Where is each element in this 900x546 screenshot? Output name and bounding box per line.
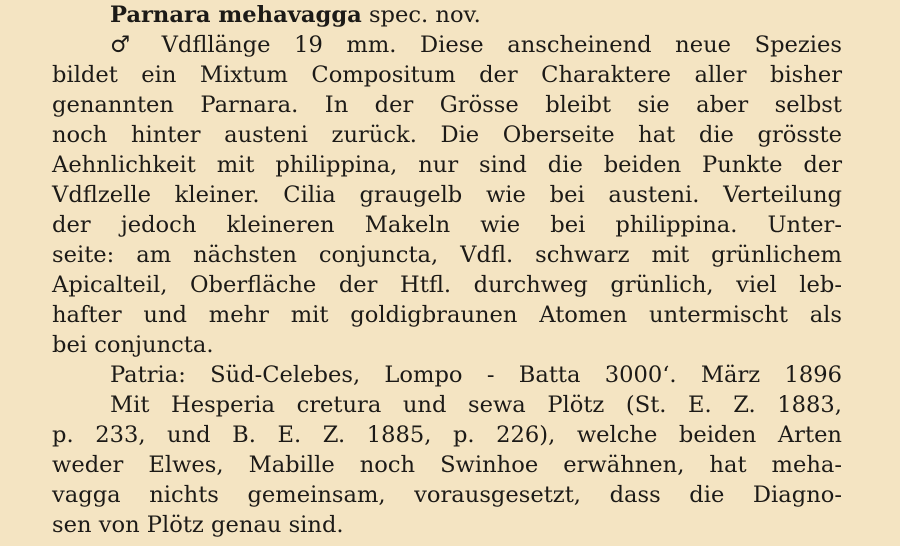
- text-line: weder Elwes, Mabille noch Swinhoe erwähnen, hat meha-: [52, 452, 842, 478]
- species-status: spec. nov.: [368, 2, 481, 28]
- text-line: hafter und mehr mit goldigbraunen Atomen untermischt als: [52, 302, 842, 328]
- species-name: Parnara mehavagga: [110, 2, 362, 28]
- patria-line: Patria: Süd-Celebes, Lompo - Batta 3000‘. März 1896: [110, 362, 842, 388]
- text-line: seite: am nächsten conjuncta, Vdfl. schwarz mit grünlichem: [52, 242, 842, 268]
- text-line: bildet ein Mixtum Compositum der Charaktere aller bisher: [52, 62, 842, 88]
- text-line-content: Vdfllänge 19 mm. Diese anscheinend neue Spezies: [161, 32, 842, 58]
- text-line: vagga nichts gemeinsam, vorausgesetzt, dass die Diagno-: [52, 482, 842, 508]
- text-line: [110, 30, 842, 60]
- text-line: Vdflzelle kleiner. Cilia graugelb wie bei austeni. Verteilung: [52, 182, 842, 208]
- text-line: Apicalteil, Oberfläche der Htfl. durchweg grünlich, viel leb-: [52, 272, 842, 298]
- text-line: noch hinter austeni zurück. Die Oberseite hat die grösste: [52, 122, 842, 148]
- species-heading: [110, 0, 481, 30]
- text-line: sen von Plötz genau sind.: [52, 512, 344, 538]
- text-line: Aehnlichkeit mit philippina, nur sind die beiden Punkte der: [52, 152, 842, 178]
- text-line: bei conjuncta.: [52, 332, 214, 358]
- text-line: der jedoch kleineren Makeln wie bei philippina. Unter-: [52, 212, 842, 238]
- text-line: genannten Parnara. In der Grösse bleibt sie aber selbst: [52, 92, 842, 118]
- male-symbol-icon: ♂: [110, 32, 131, 58]
- text-line: p. 233, und B. E. Z. 1885, p. 226), welche beiden Arten: [52, 422, 842, 448]
- text-line: Mit Hesperia cretura und sewa Plötz (St. E. Z. 1883,: [110, 392, 842, 418]
